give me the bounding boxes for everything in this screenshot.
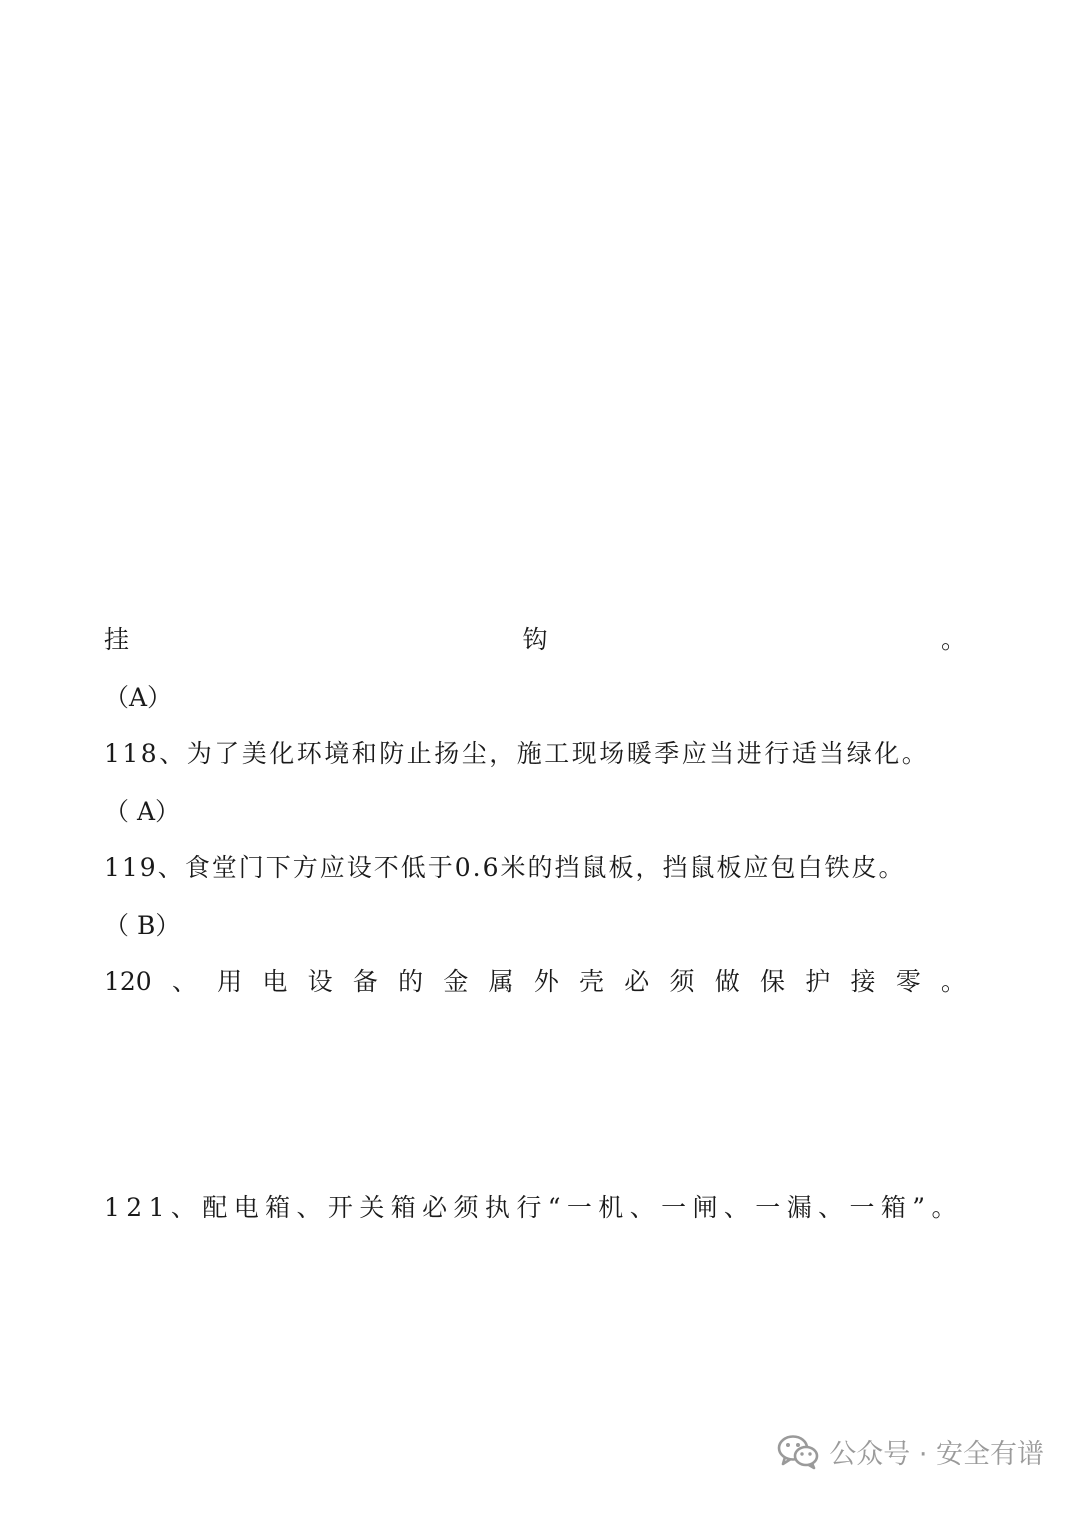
q120-part: 。 (940, 967, 966, 996)
answer-a-118: （ A） (104, 797, 181, 826)
q120-part: 120 (104, 967, 152, 996)
q120-part: 护 (805, 967, 831, 996)
question-118: 118、为了美化环境和防止扬尘，施工现场暖季应当进行适当绿化。 (104, 739, 930, 768)
question-119: 119、食堂门下方应设不低于0.6米的挡鼠板，挡鼠板应包白铁皮。 (104, 853, 906, 882)
q120-part: 壳 (579, 967, 605, 996)
hook-period: 。 (940, 625, 966, 654)
q120-part: 电 (262, 967, 288, 996)
watermark-text: 公众号 · 安全有谱 (829, 1439, 1044, 1470)
hook-char-1: 挂 (104, 625, 130, 654)
q120-part: 备 (352, 967, 378, 996)
wechat-icon (777, 1434, 819, 1470)
hook-char-2: 钩 (522, 625, 548, 654)
q120-part: 必 (624, 967, 650, 996)
q120-part: 零 (895, 967, 921, 996)
question-121: 121、配电箱、开关箱必须执行“一机、一闸、一漏、一箱”。 (104, 1193, 963, 1222)
q120-part: 须 (669, 967, 695, 996)
q120-part: 用 (217, 967, 243, 996)
watermark (777, 1432, 1044, 1471)
answer-b-119: （ B） (104, 911, 181, 940)
line-hook (104, 624, 966, 656)
q120-part: 接 (850, 967, 876, 996)
question-120 (104, 966, 966, 998)
q120-part: 保 (759, 967, 785, 996)
q120-part: 的 (398, 967, 424, 996)
q120-part: 外 (533, 967, 559, 996)
q120-part: 设 (307, 967, 333, 996)
answer-a-1: （A） (104, 683, 173, 712)
q120-part: 做 (714, 967, 740, 996)
q120-part: 属 (488, 967, 514, 996)
q120-part: 、 (171, 967, 197, 996)
q120-part: 金 (443, 967, 469, 996)
